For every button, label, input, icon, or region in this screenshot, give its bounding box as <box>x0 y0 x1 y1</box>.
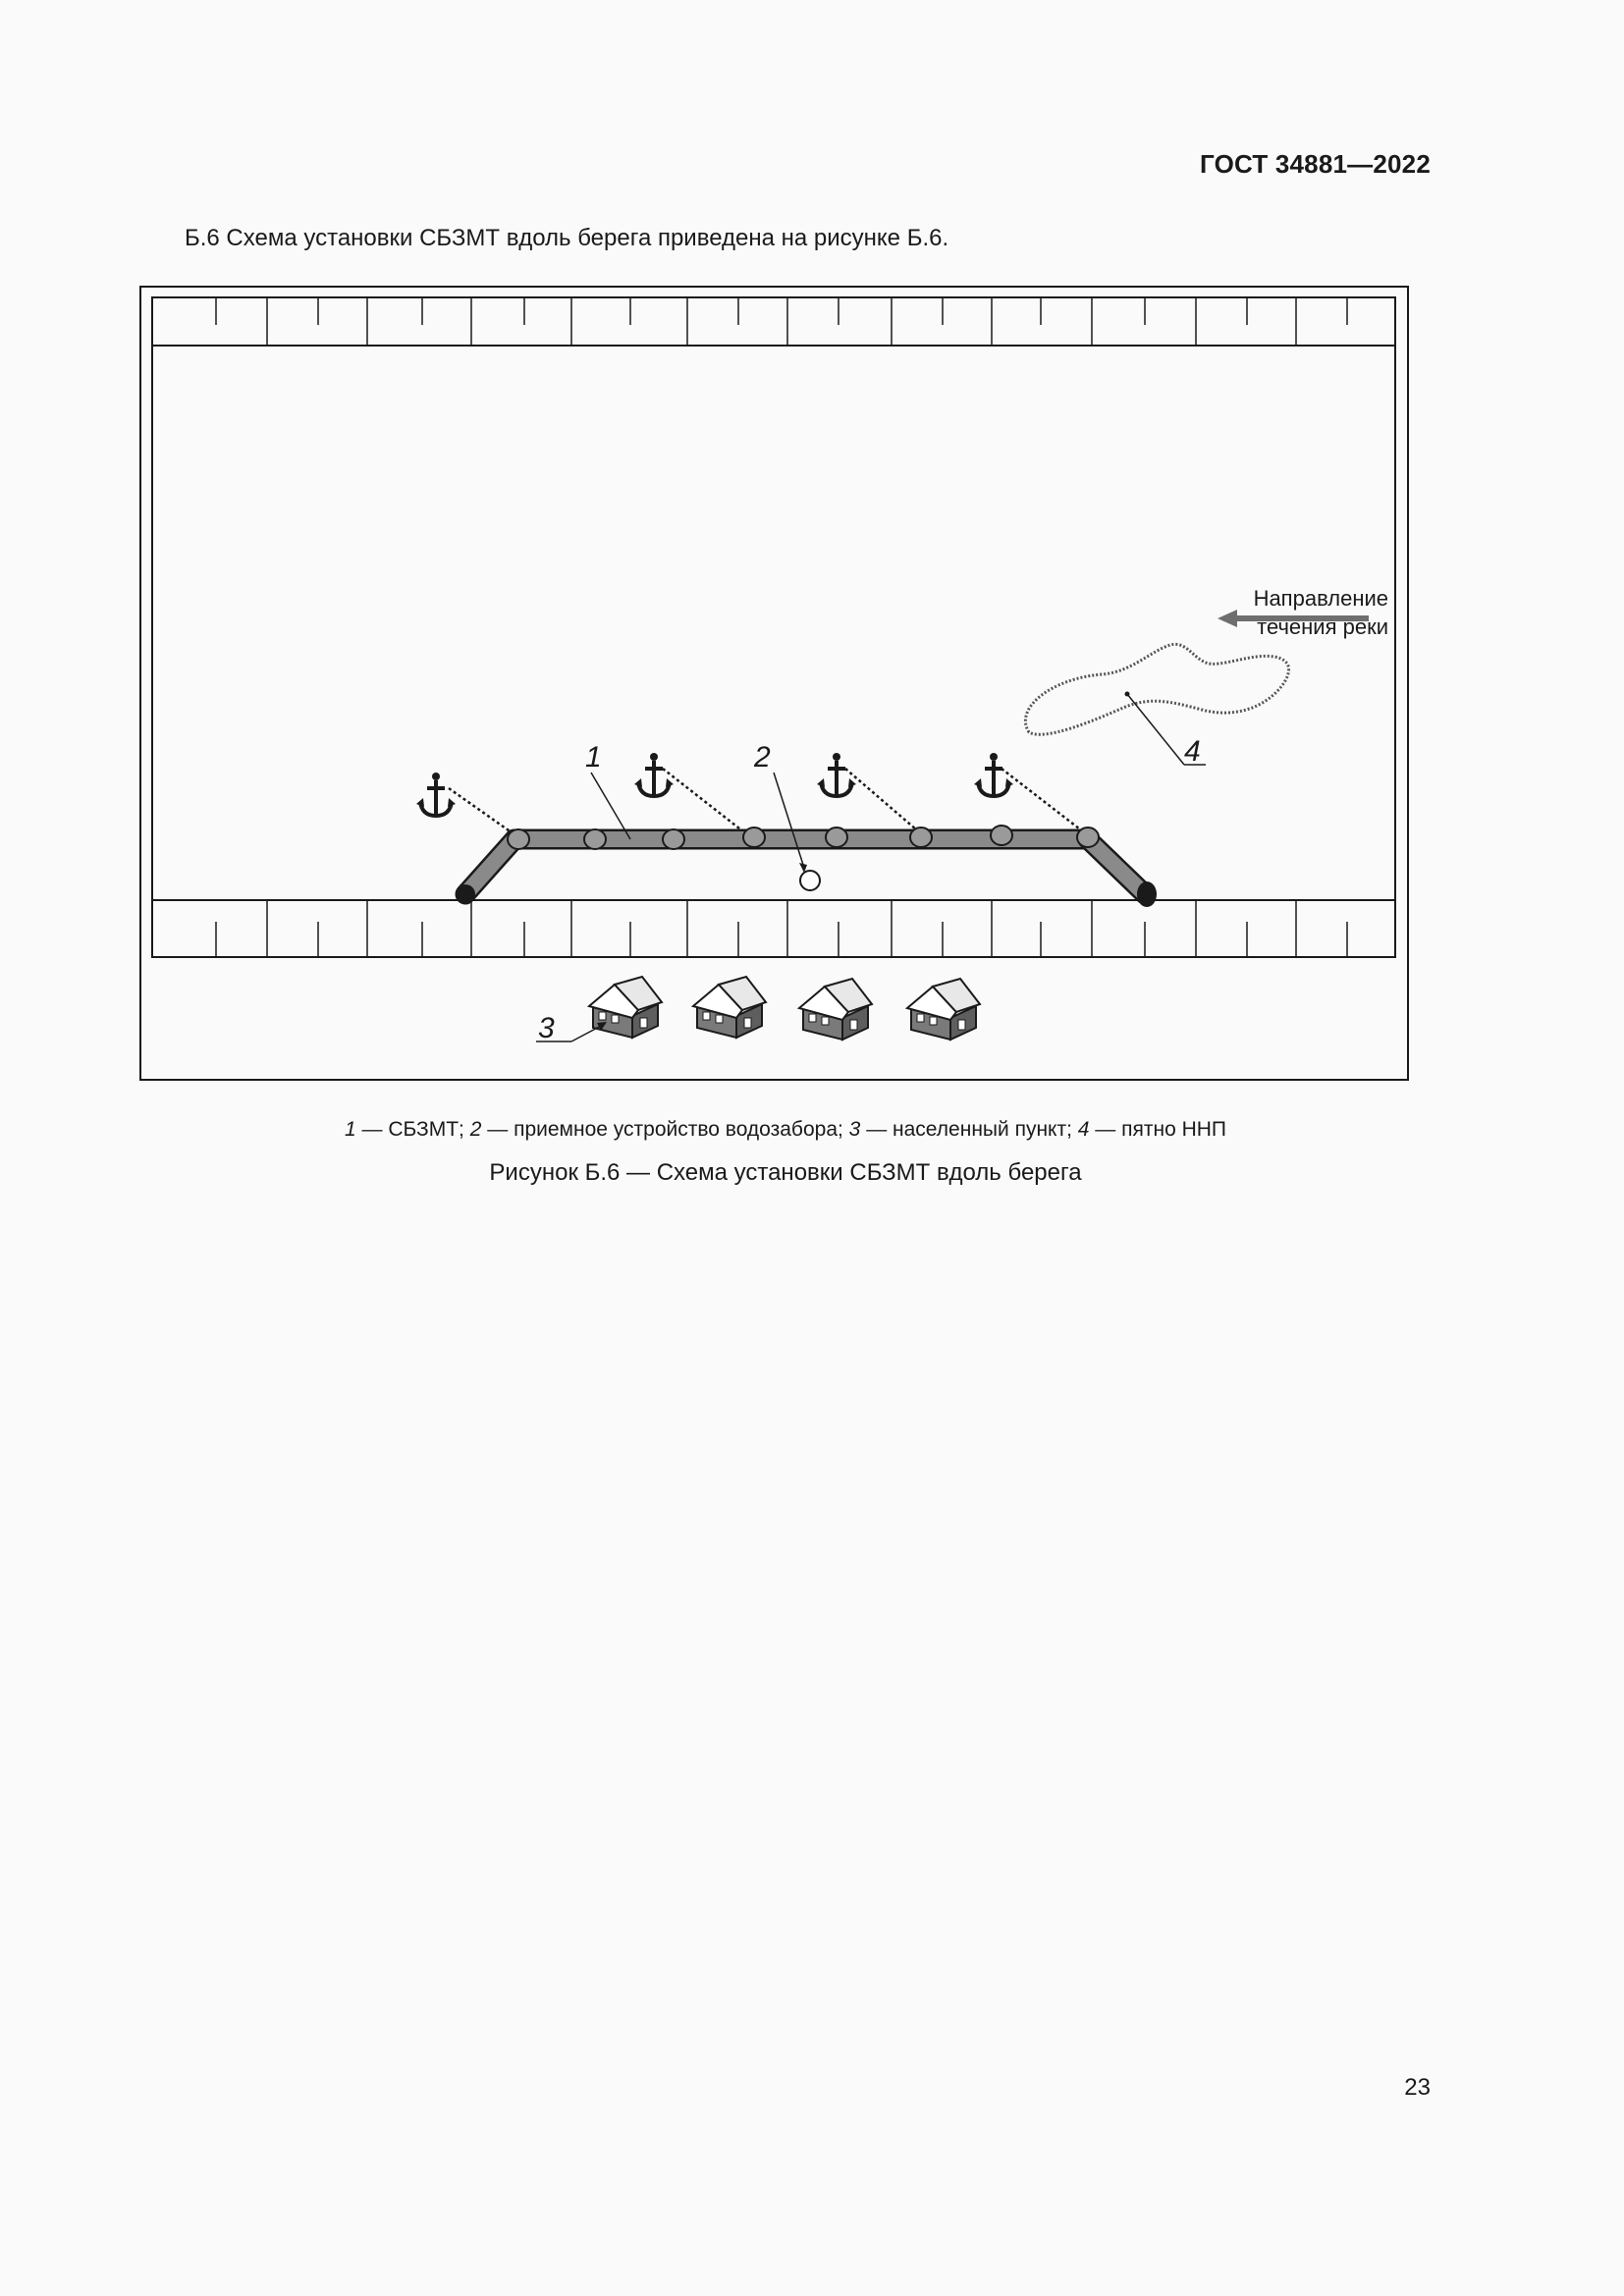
figure-b6 <box>139 286 1410 1083</box>
river-area <box>152 297 1395 957</box>
label-1: 1 <box>585 741 602 774</box>
intro-paragraph: Б.6 Схема установки СБЗМТ вдоль берега приведена на рисунке Б.6. <box>185 225 949 251</box>
legend-text-3: — населенный пункт; <box>860 1118 1078 1141</box>
legend-text-1: — СБЗМТ; <box>355 1118 470 1141</box>
label-4: 4 <box>1184 735 1201 768</box>
document-number: ГОСТ 34881—2022 <box>1200 149 1431 179</box>
legend-num-1: 1 <box>344 1118 356 1141</box>
legend-text-4: — пятно ННП <box>1089 1118 1227 1141</box>
label-3: 3 <box>538 1012 555 1044</box>
label-2: 2 <box>754 741 771 774</box>
legend-num-2: 2 <box>469 1118 482 1141</box>
flow-direction-label-2: течения реки <box>1257 614 1388 639</box>
water-intake <box>800 871 820 890</box>
figure-caption: Рисунок Б.6 — Схема установки СБЗМТ вдоль берега <box>489 1159 1082 1186</box>
legend-num-3: 3 <box>848 1118 861 1141</box>
flow-direction-label-1: Направление <box>1253 586 1388 611</box>
figure-legend <box>0 1118 1571 1142</box>
legend-num-4: 4 <box>1077 1118 1090 1141</box>
page-number: 23 <box>1404 2074 1431 2101</box>
legend-text-2: — приемное устройство водозабора; <box>481 1118 849 1141</box>
